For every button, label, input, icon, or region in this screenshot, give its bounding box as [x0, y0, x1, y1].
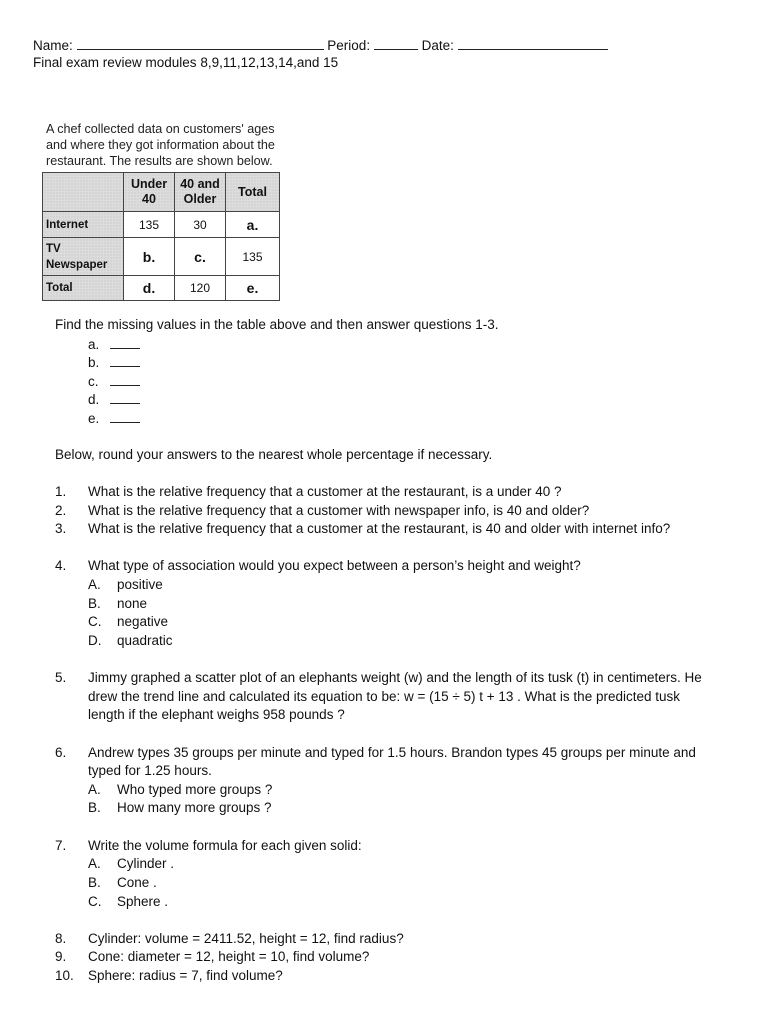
option-text: negative [117, 614, 169, 629]
table-cell: b. [124, 238, 175, 276]
question-10-text: Sphere: radius = 7, find volume? [88, 968, 283, 983]
col-header-total: Total [226, 173, 280, 212]
question-6-line: typed for 1.25 hours. [88, 763, 212, 778]
name-label: Name: [33, 38, 73, 53]
two-way-frequency-table [42, 172, 280, 301]
question-number: 10. [55, 968, 74, 983]
page-subtitle: Final exam review modules 8,9,11,12,13,14,and 15 [33, 55, 339, 70]
option-letter: B. [88, 875, 101, 890]
problem-intro [46, 121, 275, 169]
question-5-line: drew the trend line and calculated its equation to be: w = (15 ÷ 5) t + 13 . What is the predicted tusk [88, 689, 680, 704]
question-number: 6. [55, 745, 67, 760]
question-number: 3. [55, 521, 67, 536]
intro-line: restaurant. The results are shown below. [46, 154, 273, 168]
option-letter: A. [88, 856, 101, 871]
option-letter: A. [88, 782, 101, 797]
table-cell: 135 [226, 238, 280, 276]
question-9-text: Cone: diameter = 12, height = 10, find volume? [88, 949, 370, 964]
question-6-line: Andrew types 35 groups per minute and typed for 1.5 hours. Brandon types 45 groups per minute and [88, 745, 696, 760]
question-number: 9. [55, 949, 67, 964]
col-header-40-and-older: 40 and Older [175, 173, 226, 212]
date-field[interactable] [458, 36, 608, 50]
question-5-line: length if the elephant weighs 958 pounds ? [88, 707, 345, 722]
question-number: 5. [55, 670, 67, 685]
answer-blank-c: c. [88, 372, 140, 391]
table-cell: 30 [175, 212, 226, 238]
question-1-text: What is the relative frequency that a customer at the restaurant, is a under 40 ? [88, 484, 562, 499]
table-cell: e. [226, 276, 280, 301]
question-number: 7. [55, 838, 67, 853]
question-number: 8. [55, 931, 67, 946]
instruction-text: Find the missing values in the table above and then answer questions 1-3. [55, 317, 499, 332]
table-corner [43, 173, 124, 212]
intro-line: and where they got information about the [46, 138, 275, 152]
option-text: Sphere . [117, 894, 169, 909]
question-5-line: Jimmy graphed a scatter plot of an elephants weight (w) and the length of its tusk (t) in centimeters. He [88, 670, 702, 685]
row-header-internet: Internet [43, 212, 124, 238]
period-field[interactable] [374, 36, 418, 50]
name-field[interactable] [77, 36, 324, 50]
intro-line: A chef collected data on customers' ages [46, 122, 275, 136]
option-letter: B. [88, 800, 101, 815]
option-letter: C. [88, 894, 102, 909]
option-letter: A. [88, 577, 101, 592]
round-note: Below, round your answers to the nearest whole percentage if necessary. [55, 447, 493, 462]
option-text: How many more groups ? [117, 800, 272, 815]
table-cell: 120 [175, 276, 226, 301]
table-cell: c. [175, 238, 226, 276]
table-cell: a. [226, 212, 280, 238]
table-cell: d. [124, 276, 175, 301]
option-text: positive [117, 577, 163, 592]
option-letter: D. [88, 633, 102, 648]
answer-blank-d: d. [88, 390, 140, 409]
question-number: 4. [55, 558, 67, 573]
date-label: Date: [421, 38, 454, 53]
question-8-text: Cylinder: volume = 2411.52, height = 12, find radius? [88, 931, 404, 946]
row-header-total: Total [43, 276, 124, 301]
col-header-under-40: Under 40 [124, 173, 175, 212]
period-label: Period: [327, 38, 371, 53]
option-text: none [117, 596, 148, 611]
question-number: 2. [55, 503, 67, 518]
answer-blank-b: b. [88, 353, 140, 372]
row-header-tv-newspaper: TV Newspaper [43, 238, 124, 276]
answer-blank-e: e. [88, 409, 140, 428]
option-text: quadratic [117, 633, 173, 648]
header-line [33, 36, 608, 55]
option-text: Who typed more groups ? [117, 782, 273, 797]
question-number: 1. [55, 484, 67, 499]
question-7-text: Write the volume formula for each given solid: [88, 838, 362, 853]
option-letter: C. [88, 614, 102, 629]
question-4-text: What type of association would you expect between a person’s height and weight? [88, 558, 581, 573]
answer-blank-a: a. [88, 335, 140, 354]
option-letter: B. [88, 596, 101, 611]
question-3-text: What is the relative frequency that a customer at the restaurant, is 40 and older with internet info? [88, 521, 671, 536]
option-text: Cylinder . [117, 856, 175, 871]
question-2-text: What is the relative frequency that a customer with newspaper info, is 40 and older? [88, 503, 590, 518]
option-text: Cone . [117, 875, 157, 890]
table-cell: 135 [124, 212, 175, 238]
